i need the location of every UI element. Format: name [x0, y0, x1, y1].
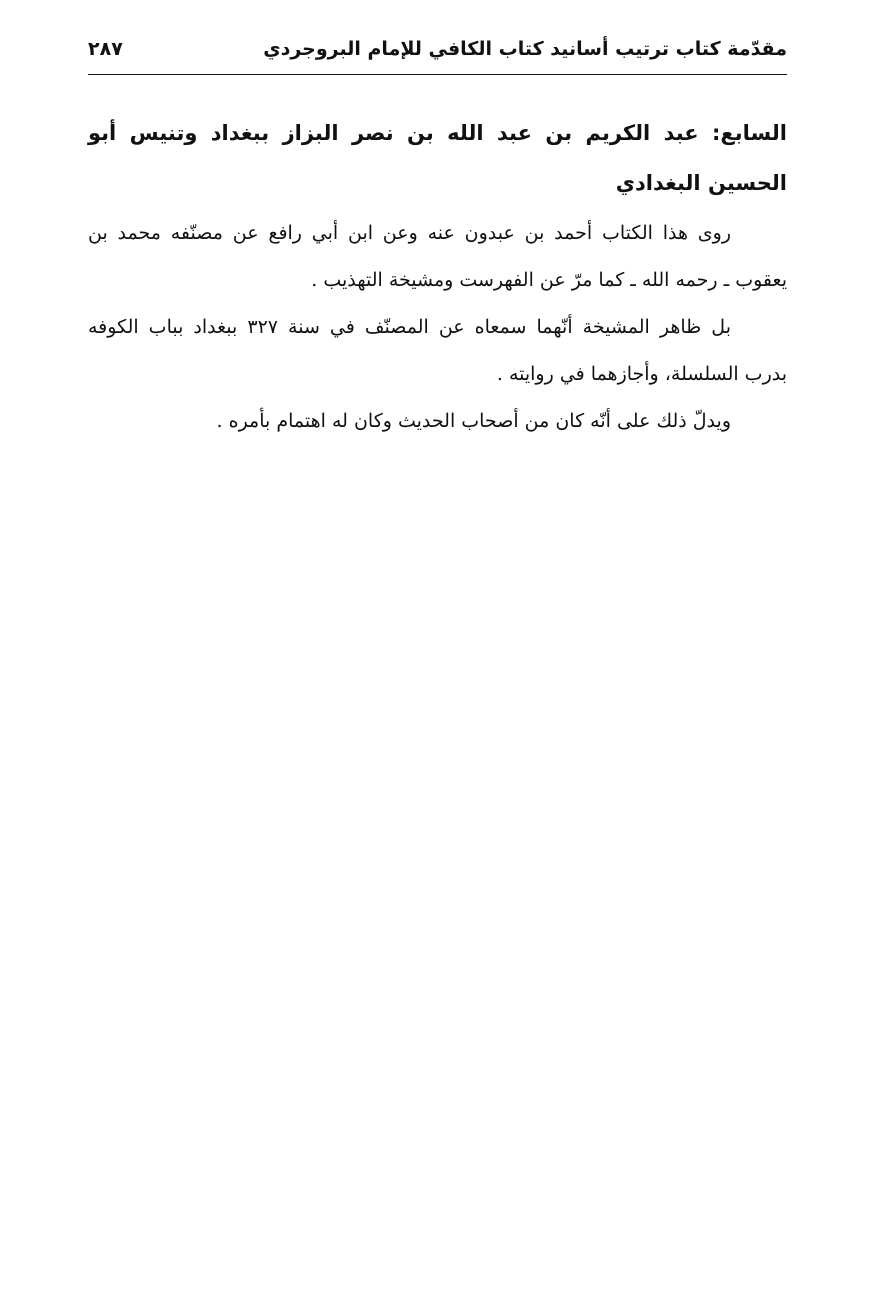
running-header	[88, 30, 787, 74]
paragraph-3: ويدلّ ذلك على أنّه كان من أصحاب الحديث وكان له اهتمام بأمره .	[216, 410, 731, 432]
page-number: ٢٨٧	[88, 38, 123, 60]
paragraph-1: روى هذا الكتاب أحمد بن عبدون عنه وعن ابن أبي رافع عن مصنّفه محمد بن يعقوب ـ رحمه الله ـ كما مرّ عن الفهرست ومشيخة التهذيب .	[88, 222, 787, 291]
section-heading: السابع: عبد الكريم بن عبد الله بن نصر البزاز ببغداد وتنيس أبو الحسين البغدادي	[88, 121, 787, 195]
running-title: مقدّمة كتاب ترتيب أسانيد كتاب الكافي للإمام البروجردي	[263, 38, 787, 60]
page-body	[88, 108, 787, 445]
paragraph-2: بل ظاهر المشيخة أنّهما سمعاه عن المصنّف في سنة ٣٢٧ ببغداد بباب الكوفه بدرب السلسلة، وأجازهما في روايته .	[88, 316, 787, 385]
header-divider	[88, 74, 787, 75]
